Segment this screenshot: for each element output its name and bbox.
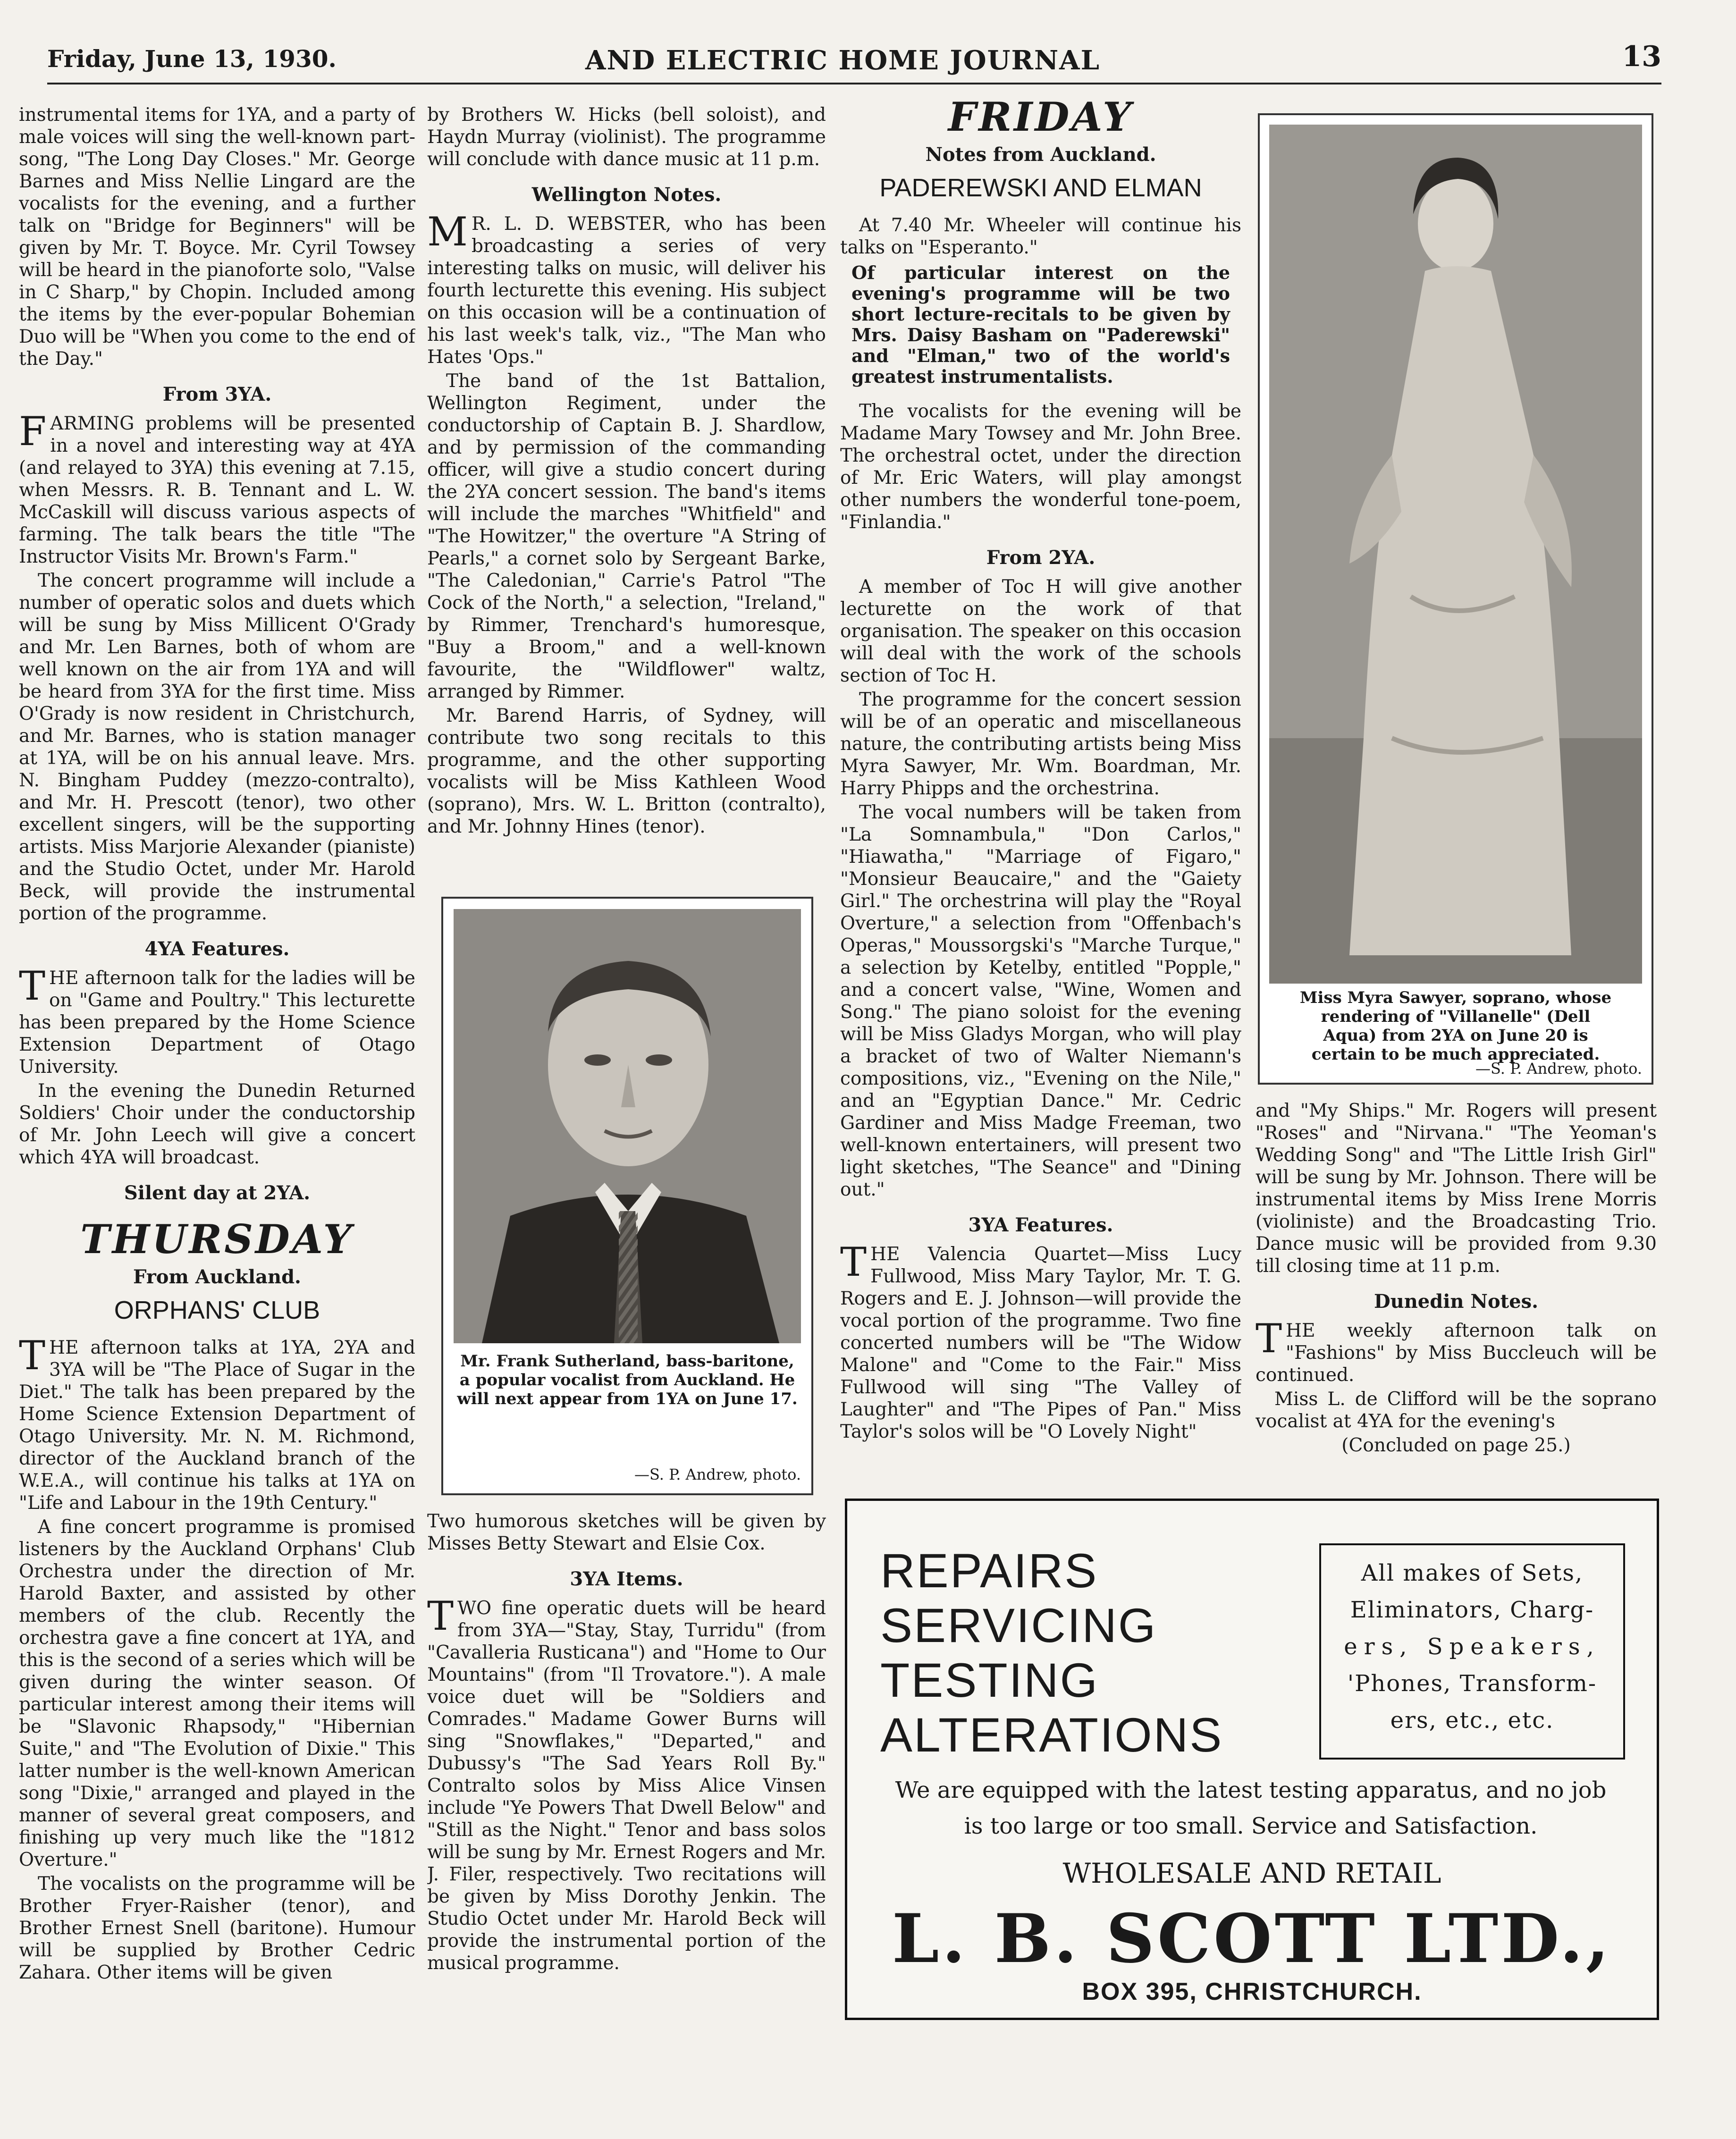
column-2-bottom [427,1510,826,2072]
continuation-note: (Concluded on page 25.) [1341,1435,1571,1456]
article-paragraph: THE weekly afternoon talk on "Fashions" by Miss Buccleuch will be continued. [1256,1315,1657,1386]
header-title: AND ELECTRIC HOME JOURNAL [585,45,1101,76]
ad-service-list [880,1543,1258,1762]
article-paragraph: The programme for the concert session will be of an operatic and miscellaneous nature, the contributing artists being Miss Myra Sawyer, Mr. Wm. Boardman, Mr. Harry Phipps and the orchestrina. [840,689,1241,799]
article-paragraph: by Brothers W. Hicks (bell soloist), and Haydn Murray (violinist). The programme will conclude with dance music at 11 p.m. [427,104,826,170]
column-4 [1256,1100,1657,1491]
ad-box-line: 'Phones, Transform- [1347,1670,1597,1697]
ad-line: SERVICING [880,1599,1157,1652]
article-paragraph: MR. L. D. WEBSTER, who has been broadcasting a series of very interesting talks on music, will deliver his fourth lecturette this evening. His subject on this occasion will be a continuation of his last week's talk, viz., "The Man who Hates 'Ops." [427,209,826,368]
photo-caption: Miss Myra Sawyer, soprano, whose rendering of "Villanelle" (Dell Aqua) from 2YA on June 20 is certain to be much appreciated. [1299,988,1612,1064]
article-paragraph: Miss L. de Clifford will be the soprano vocalist at 4YA for the evening's [1256,1389,1657,1432]
article-paragraph: and "My Ships." Mr. Rogers will present "Roses" and "Nirvana." "The Yeoman's Wedding Song" and "The Little Irish Girl" will be sung by Mr. Johnson. There will be instrumental items by Miss Irene Morris (violiniste) and the Broadcasting Trio. Dance music will be provided from 9.30 till closing time at 11 p.m. [1256,1100,1657,1277]
subheading: 3YA Features. [968,1214,1113,1236]
subheading: 4YA Features. [144,938,290,960]
photo-caption: Mr. Frank Sutherland, bass-baritone, a popular vocalist from Auckland. He will next appear from 1YA on June 17. [457,1352,798,1408]
article-paragraph: Two humorous sketches will be given by Misses Betty Stewart and Elsie Cox. [427,1511,826,1554]
article-paragraph: A fine concert programme is promised listeners by the Auckland Orphans' Club Orchestra under the direction of Mr. Harold Baxter, and assisted by other members of the club. Recently the orchestra gave a fine concert at 1YA, and this is the second of a series which will be given during the winter season. Of particular interest among their items will be "Slavonic Rhapsody," "Hibernian Suite," and "The Evolution of Dixie." This latter number is the well-known American song "Dixie," arranged and played in the manner of several great composers, and finishing up very much like the "1812 Overture." [19,1516,415,1870]
column-3 [840,94,1241,1491]
ad-description: We are equipped with the latest testing apparatus, and no job is too large or too small. Service and Satisfaction. [895,1777,1607,1839]
article-paragraph: In the evening the Dunedin Returned Soldiers' Choir under the conductorship of Mr. John Leech will give a concert which 4YA will broadcast. [19,1080,415,1168]
ad-line: TESTING [880,1653,1099,1707]
article-paragraph: Mr. Barend Harris, of Sydney, will contribute two song recitals to this programme, and the other supporting vocalists will be Miss Kathleen Wood (soprano), Mrs. W. L. Britton (contralto), and Mr. Johnny Hines (tenor). [427,705,826,837]
subheading: Wellington Notes. [531,184,722,206]
article-paragraph: A member of Toc H will give another lecturette on the work of that organisation. The speaker on this occasion will deal with the work of the schools section of Toc H. [840,576,1241,686]
subheading: Silent day at 2YA. [124,1182,311,1204]
ad-box-line: ers, Speakers, [1344,1634,1601,1660]
subheading: Dunedin Notes. [1374,1290,1539,1313]
section-heading: PADEREWSKI AND ELMAN [879,174,1202,202]
page-header [47,40,1661,84]
portrait-illustration [1269,125,1642,984]
subheading: 3YA Items. [570,1568,683,1590]
article-paragraph: THE afternoon talk for the ladies will be on "Game and Poultry." This lecturette has been prepared by the Home Science Extension Department of Otago University. [19,963,415,1078]
column-1 [19,104,415,2072]
highlight-paragraph: Of particular interest on the evening's programme will be two short lecture-recitals to be given by Mrs. Daisy Basham on "Paderewski" and "Elman," two of the world's greatest instrumentalists. [851,262,1230,387]
article-paragraph: The vocalists on the programme will be Brother Fryer-Raisher (tenor), and Brother Ernest Snell (baritone). Humour will be supplied by Brother Cedric Zahara. Other items will be given [19,1873,415,1983]
article-paragraph: FARMING problems will be presented in a novel and interesting way at 4YA (and relayed to 3YA) this evening at 7.15, when Messrs. R. B. Tennant and L. W. McCaskill will discuss various aspects of farming. The talk bears the title "The Instructor Visits Mr. Brown's Farm." [19,408,415,567]
section-heading: ORPHANS' CLUB [114,1296,320,1324]
ad-wholesale: WHOLESALE AND RETAIL [1062,1857,1441,1889]
ad-line: REPAIRS [880,1544,1098,1598]
portrait-photo [1269,125,1642,984]
subheading: From 2YA. [986,547,1096,569]
portrait-illustration [454,909,801,1343]
article-paragraph: The band of the 1st Battalion, Wellington Regiment, under the conductorship of Captain B. J. Shardlow, and by permission of the commanding officer, will give a studio concert during the 2YA concert session. The band's items will include the marches "Whitfield" and "The Howitzer," the overture "A String of Pearls," a cornet solo by Sergeant Barke, "The Caledonian," Carrie's Patrol "The Cock of the North," a selection, "Ireland," by Rimmer, Trenchard's humoresque, "Buy a Broom," and a well-known favourite, the "Wildflower" waltz, arranged by Rimmer. [427,371,826,702]
page-number: 13 [1622,40,1661,73]
article-paragraph: The vocal numbers will be taken from "La Somnambula," "Don Carlos," "Hiawatha," "Marriage of Figaro," "Monsieur Beaucaire," and the "Gaiety Girl." The orchestrina will play the "Royal Overture," a selection from "Offenbach's Operas," Moussorgski's "Marche Turque," a selection by Ketelby, entitled "Popple," and a concert valse, "Wine, Women and Song." The piano soloist for the evening will be Miss Gladys Morgan, who will play a bracket of two of Walter Niemann's compositions, viz., "Evening on the Nile," and an "Egyptian Dance." Mr. Cedric Gardiner and Miss Madge Freeman, two well-known entertainers, will present two light sketches, "The Seance" and "Dining out." [840,802,1241,1200]
day-heading: THURSDAY [80,1216,354,1263]
advertisement-lb-scott [845,1499,1659,2020]
photo-myra-sawyer [1258,113,1653,1085]
photo-credit: —S. P. Andrew, photo. [1475,1060,1642,1078]
portrait-photo [454,909,801,1343]
header-date: Friday, June 13, 1930. [47,45,337,73]
ad-products-box [1319,1543,1625,1760]
photo-frank-sutherland [441,897,813,1495]
column-2-top [427,104,826,883]
photo-credit: —S. P. Andrew, photo. [634,1465,801,1483]
article-paragraph: At 7.40 Mr. Wheeler will continue his talks on "Esperanto." [840,215,1241,258]
article-paragraph: THE Valencia Quartet—Miss Lucy Fullwood, Miss Mary Taylor, Mr. T. G. Rogers and E. J. Johnson—will provide the vocal portion of the programme. Two fine concerted numbers will be "The Widow Malone" and "Come to the Fair." Miss Fullwood will sing "The Valley of Laughter" and "The Pipes of Pan." Miss Taylor's solos will be "O Lovely Night" [840,1239,1241,1442]
article-paragraph: THE afternoon talks at 1YA, 2YA and 3YA will be "The Place of Sugar in the Diet." The talk has been prepared by the Home Science Extension Department of Otago University. Mr. N. M. Richmond, director of the Auckland branch of the W.E.A., will continue his talks at 1YA on "Life and Labour in the 19th Century." [19,1332,415,1514]
ad-box-line: Eliminators, Charg- [1350,1597,1594,1623]
subheading: From Auckland. [133,1266,301,1288]
article-paragraph: The vocalists for the evening will be Madame Mary Towsey and Mr. John Bree. The orchestral octet, under the direction of Mr. Eric Waters, will play amongst other numbers the wonderful tone-poem, "Finlandia." [840,401,1241,533]
day-heading: FRIDAY [948,94,1134,140]
ad-line: ALTERATIONS [880,1708,1223,1762]
subheading: From 3YA. [162,383,272,405]
article-paragraph: The concert programme will include a number of operatic solos and duets which will be sung by Miss Millicent O'Grady and Mr. Len Barnes, both of whom are well known on the air from 1YA and will be heard from 3YA for the first time. Miss O'Grady is now resident in Christchurch, and Mr. Barnes, who is station manager at 1YA, will be on his annual leave. Mrs. N. Bingham Puddey (mezzo-contralto), and Mr. H. Prescott (tenor), two other excellent singers, will be the supporting artists. Miss Marjorie Alexander (pianiste) and the Studio Octet, under Mr. Harold Beck, will provide the instrumental portion of the programme. [19,570,415,924]
ad-address: BOX 395, CHRISTCHURCH. [1082,1978,1422,2005]
article-paragraph: instrumental items for 1YA, and a party of male voices will sing the well-known part-song, "The Long Day Closes." Mr. George Barnes and Miss Nellie Lingard are the vocalists for the evening, and a further talk on "Bridge for Beginners" will be given by Mr. T. Boyce. Mr. Cyril Towsey will be heard in the pianoforte solo, "Valse in C Sharp," by Chopin. Included among the items by the ever-popular Bohemian Duo will be "When you come to the end of the Day." [19,104,415,370]
article-paragraph: TWO fine operatic duets will be heard from 3YA—"Stay, Stay, Turridu" (from "Cavalleria Rusticana") and "Home to Our Mountains" (from "Il Trovatore."). A male voice duet will be "Soldiers and Comrades." Madame Gower Burns will sing "Snowflakes," "Departed," and Dubussy's "The Sad Years Roll By." Contralto solos by Miss Alice Vinsen include "Ye Powers That Dwell Below" and "Still as the Night." Tenor and bass solos will be sung by Mr. Ernest Rogers and Mr. J. Filer, respectively. Two recitations will be given by Miss Dorothy Jenkin. The Studio Octet under Mr. Harold Beck will provide the instrumental portion of the musical programme. [427,1593,826,1974]
subheading: Notes from Auckland. [925,143,1156,166]
ad-box-line: ers, etc., etc. [1390,1707,1554,1734]
ad-box-line: All makes of Sets, [1361,1560,1584,1586]
ad-company-name: L. B. SCOTT LTD., [892,1900,1612,1978]
